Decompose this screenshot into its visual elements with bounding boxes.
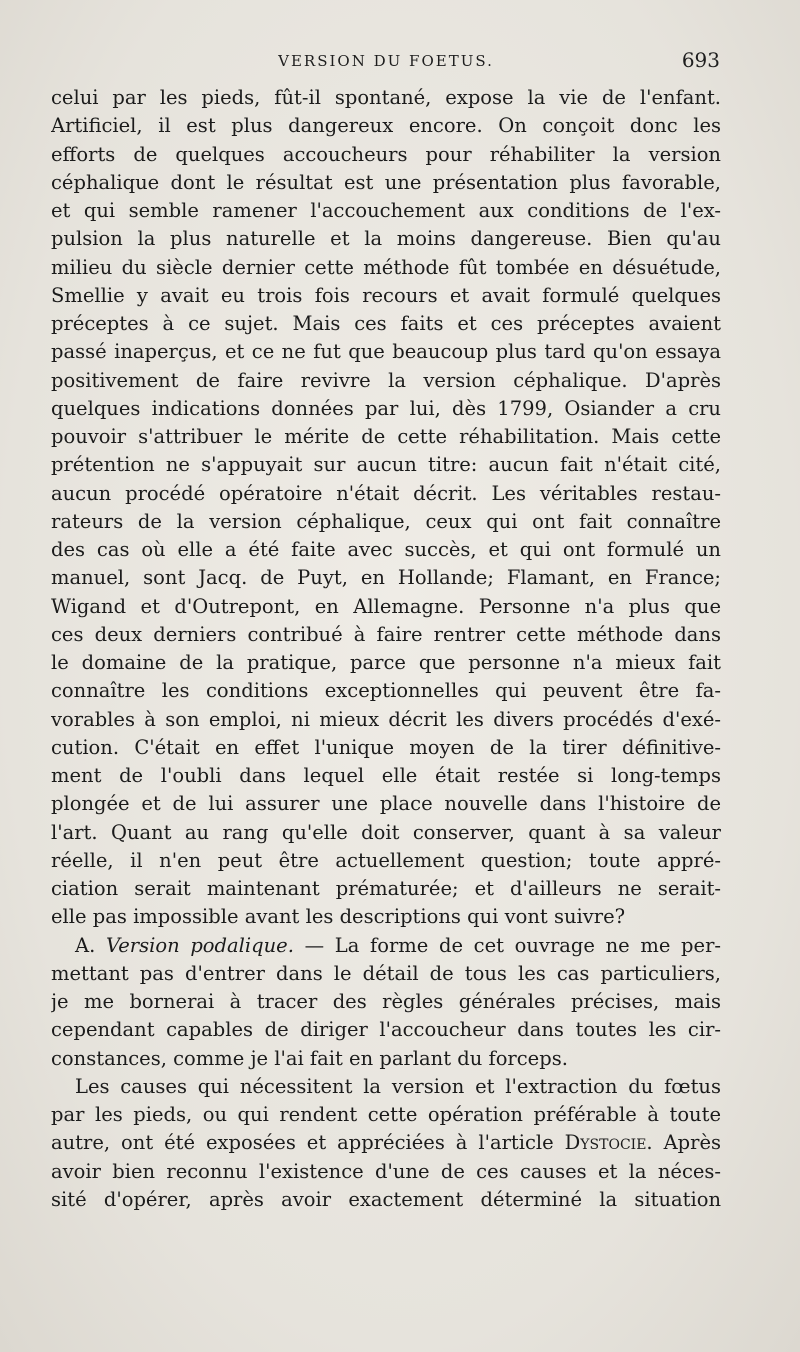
section-heading-line — [51, 932, 721, 960]
text-line: Les causes qui nécessitent la version et l'extraction du fœtus — [75, 1074, 721, 1098]
text-line: manuel, sont Jacq. de Puyt, en Hollande; Flamant, en France; — [51, 566, 721, 590]
text-line: positivement de faire revivre la version céphalique. D'après — [51, 368, 721, 392]
text-line: efforts de quelques accoucheurs pour réhabiliter la version — [51, 142, 721, 166]
text-line: l'art. Quant au rang qu'elle doit conserver, quant à sa valeur — [51, 820, 721, 844]
text-line: elle pas impossible avant les descriptions qui vont suivre? — [51, 905, 626, 929]
text-line: plongée et de lui assurer une place nouvelle dans l'histoire de — [51, 792, 721, 816]
text-line: Wigand et d'Outrepont, en Allemagne. Personne n'a plus que — [51, 594, 721, 618]
text-line: cution. C'était en effet l'unique moyen de la tirer définitive- — [51, 735, 721, 759]
text-line: Artificiel, il est plus dangereux encore. On conçoit donc les — [51, 114, 721, 138]
text-line: Smellie y avait eu trois fois recours et avait formulé quelques — [51, 283, 721, 307]
paragraph-3 — [51, 1073, 721, 1214]
text-line: cependant capables de diriger l'accoucheur dans toutes les cir- — [51, 1018, 721, 1042]
text-line: des cas où elle a été faite avec succès, et qui ont formulé un — [51, 538, 721, 561]
text-line: connaître les conditions exceptionnelles qui peuvent être fa- — [51, 679, 721, 703]
section-heading: Version podalique. — [105, 933, 294, 957]
page-number: 693 — [681, 48, 720, 72]
text-line: prétention ne s'appuyait sur aucun titre: aucun fait n'était cité, — [51, 453, 721, 477]
text-line: passé inaperçus, et ce ne fut que beaucoup plus tard qu'on essaya — [51, 340, 721, 364]
text-line: celui par les pieds, fût-il spontané, expose la vie de l'enfant. — [51, 86, 721, 109]
text-line: pouvoir s'attribuer le mérite de cette réhabilitation. Mais cette — [51, 425, 721, 448]
text-line: aucun procédé opératoire n'était décrit. Les véritables restau- — [51, 481, 721, 505]
text-line: et qui semble ramener l'accouchement aux conditions de l'ex- — [51, 199, 721, 222]
text-line: constances, comme je l'ai fait en parlant du forceps. — [51, 1046, 568, 1070]
text-line: réelle, il n'en peut être actuellement question; toute appré- — [51, 848, 721, 872]
text-line: par les pieds, ou qui rendent cette opération préférable à toute — [51, 1103, 721, 1126]
text-line: ces deux derniers contribué à faire rentrer cette méthode dans — [51, 622, 721, 646]
text-line: sité d'opérer, après avoir exactement déterminé la situation — [51, 1187, 721, 1211]
cross-reference: Dystocie — [564, 1131, 647, 1155]
text-fragment: La forme de cet ouvrage ne me per- — [334, 933, 721, 957]
text-line: ciation serait maintenant prématurée; et d'ailleurs ne serait- — [51, 877, 721, 900]
text-line: vorables à son emploi, ni mieux décrit les divers procédés d'exé- — [51, 707, 721, 731]
text-line: milieu du siècle dernier cette méthode fût tombée en désuétude, — [51, 255, 721, 279]
paragraph-2 — [51, 932, 721, 1073]
text-line: quelques indications données par lui, dès 1799, Osiander a cru — [51, 396, 721, 420]
page-header — [52, 48, 720, 74]
text-line: pulsion la plus naturelle et la moins dangereuse. Bien qu'au — [51, 227, 721, 251]
text-line: avoir bien reconnu l'existence d'une de ces causes et la néces- — [51, 1159, 721, 1183]
em-dash: — — [304, 933, 325, 957]
text-fragment: autre, ont été exposées et appréciées à l'article — [51, 1131, 554, 1155]
text-fragment: . Après — [646, 1131, 721, 1155]
paragraph-1 — [51, 84, 721, 932]
section-label: A. — [75, 933, 96, 957]
text-line: rateurs de la version céphalique, ceux qui ont fait connaître — [51, 509, 721, 533]
text-line: ment de l'oubli dans lequel elle était restée si long-temps — [51, 764, 721, 787]
body-text — [51, 84, 721, 1214]
text-line: le domaine de la pratique, parce que personne n'a mieux fait — [51, 651, 721, 674]
text-line-with-reference — [51, 1129, 721, 1157]
text-line: je me bornerai à tracer des règles générales précises, mais — [51, 990, 721, 1013]
text-line: mettant pas d'entrer dans le détail de tous les cas particuliers, — [51, 961, 721, 985]
running-title: VERSION DU FOETUS. — [278, 52, 494, 70]
text-line: céphalique dont le résultat est une présentation plus favorable, — [51, 170, 721, 194]
text-line: préceptes à ce sujet. Mais ces faits et ces préceptes avaient — [51, 312, 721, 335]
